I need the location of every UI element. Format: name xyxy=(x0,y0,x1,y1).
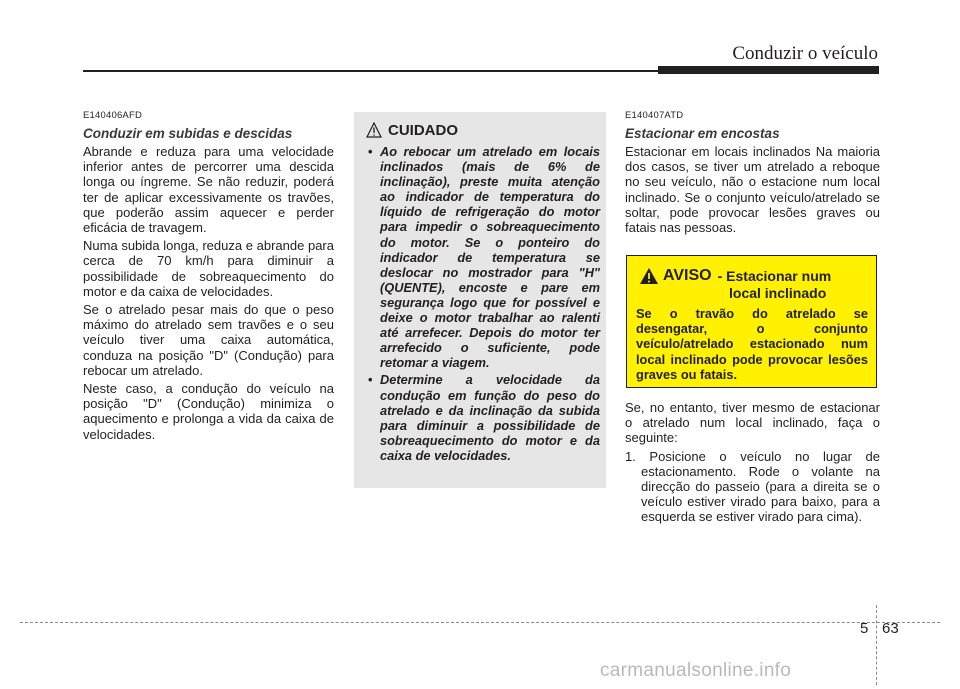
warning-subtitle-cont: local inclinado xyxy=(729,285,827,301)
section-code: E140406AFD xyxy=(83,110,143,121)
section-heading: Estacionar em encostas xyxy=(625,126,780,141)
footer-rule xyxy=(20,622,940,623)
warning-header xyxy=(639,265,871,301)
numbered-step: 1. Posicione o veículo no lugar de estacionamento. Rode o volante na direcção do passeio (para a direita se o veículo estiver virado para baixo, para a esquerda se estiver virado para cima). xyxy=(625,448,880,525)
paragraph: Se o atrelado pesar mais do que o peso máximo do atrelado sem travões e o seu veículo tiver uma caixa automática, conduza na posição "D" (Condução) para rebocar um atrelado. xyxy=(83,302,334,378)
caution-box xyxy=(354,112,606,488)
watermark: carmanualsonline.info xyxy=(600,660,792,681)
page-number: 63 xyxy=(882,620,899,637)
warning-body: Se o travão do atrelado se desengatar, o conjunto veículo/atrelado estacionado num local inclinado pode provocar lesões graves ou fatais. xyxy=(636,306,868,382)
paragraph: Estacionar em locais inclinados Na maioria dos casos, se tiver um atrelado a reboque no seu veículo, não o estacione num local inclinado. Se o conjunto veículo/atrelado se soltar, pode provocar lesões graves ou fatais nas pessoas. xyxy=(625,144,880,236)
caution-list xyxy=(368,144,600,465)
left-column xyxy=(83,110,334,445)
warning-box xyxy=(626,255,877,388)
warning-subtitle: - Estacionar num xyxy=(717,268,832,284)
paragraph: Numa subida longa, reduza e abrande para cerca de 70 km/h para diminuir a possibilidade de sobreaquecimento do motor e da caixa de velocidades. xyxy=(83,238,334,299)
caution-header xyxy=(366,120,458,140)
right-column xyxy=(625,110,880,238)
header-title: Conduzir o veículo xyxy=(732,43,878,64)
paragraph: Se, no entanto, tiver mesmo de estacionar o atrelado num local inclinado, faça o seguinte: xyxy=(625,400,880,446)
warning-triangle-outline-icon xyxy=(366,122,382,138)
section-heading: Conduzir em subidas e descidas xyxy=(83,126,293,141)
caution-item: • Determine a velocidade da condução em função do peso do atrelado e da inclinação da subida para diminuir a possibilidade de sobreaquecimento do motor e da caixa de velocidades. xyxy=(368,372,600,463)
warning-word: AVISO xyxy=(663,267,712,284)
paragraph: Abrande e reduza para uma velocidade inferior antes de percorrer uma descida longa ou íngreme. Se não reduzir, poderá ter de aplicar excessivamente os travões, que poderão assim aquecer e perder eficácia de travagem. xyxy=(83,144,334,236)
warning-triangle-filled-icon xyxy=(639,267,659,285)
chapter-number: 5 xyxy=(860,620,869,637)
caution-item: • Ao rebocar um atrelado em locais inclinados (mais de 6% de inclinação), preste muita atenção ao indicador de temperatura do líquido de refrigeração do motor para impedir o sobreaquecimento do motor. Se o ponteiro do indicador de temperatura se deslocar no mostrador para "H" (QUENTE), encoste e pare em segurança logo que for possível e deixe o motor trabalhar ao ralenti até arrefecer. Depois do motor ter arrefecido o suficiente, pode retomar a viagem. xyxy=(368,144,600,370)
paragraph: Neste caso, a condução do veículo na posição "D" (Condução) minimiza o aquecimento e prolonga a vida da caixa de velocidades. xyxy=(83,381,334,442)
right-column-continued xyxy=(625,400,880,525)
caution-title: CUIDADO xyxy=(388,121,458,139)
section-code: E140407ATD xyxy=(625,110,684,121)
page-separator xyxy=(876,605,877,685)
header-rule xyxy=(83,70,683,72)
header-rule-accent xyxy=(658,66,879,74)
